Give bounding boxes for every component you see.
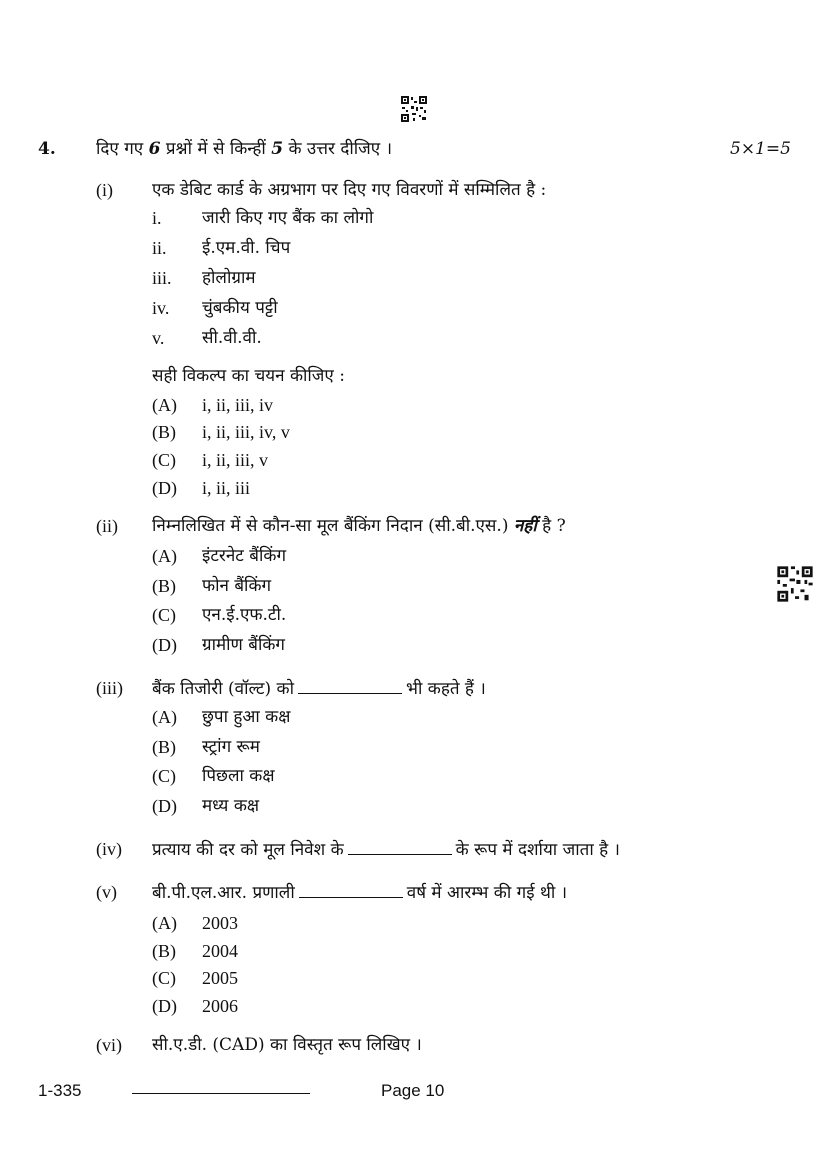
question-instruction bbox=[96, 138, 392, 160]
option-key: (A) bbox=[152, 395, 177, 415]
list-item-key: iv. bbox=[152, 298, 170, 318]
list-item-key: iii. bbox=[152, 268, 172, 288]
stem-text: है ? bbox=[536, 516, 566, 536]
option-key: (C) bbox=[152, 605, 176, 625]
instruction-text-2: प्रश्नों में से किन्हीं bbox=[160, 139, 272, 159]
part-stem bbox=[152, 515, 566, 537]
page-number: Page 10 bbox=[381, 1081, 445, 1100]
option-key: (B) bbox=[152, 576, 176, 596]
option-key: (B) bbox=[152, 422, 176, 442]
list-item-key: v. bbox=[152, 328, 165, 348]
option-text: 2006 bbox=[202, 996, 238, 1016]
part-label: (i) bbox=[96, 180, 113, 200]
instruction-count-2: 5 bbox=[271, 139, 284, 159]
option-text: i, ii, iii, iv, v bbox=[202, 422, 290, 442]
option-text: 2004 bbox=[202, 941, 238, 961]
option-text: i, ii, iii, v bbox=[202, 450, 269, 470]
part-stem bbox=[152, 838, 620, 861]
instruction-text-3: के उत्तर दीजिए । bbox=[283, 139, 393, 159]
option-key: (C) bbox=[152, 968, 176, 988]
fill-blank bbox=[348, 838, 452, 855]
option-key: (A) bbox=[152, 707, 177, 727]
stem-text: बैंक तिजोरी (वॉल्ट) को bbox=[152, 679, 294, 699]
part-label: (iii) bbox=[96, 678, 123, 698]
question-number: 4. bbox=[38, 139, 56, 159]
part-stem bbox=[152, 677, 486, 700]
part-label: (v) bbox=[96, 882, 117, 902]
option-text: i, ii, iii, iv bbox=[202, 395, 274, 415]
stem-text: निम्नलिखित में से कौन-सा मूल बैंकिंग निदान (सी.बी.एस.) bbox=[152, 516, 514, 536]
fill-blank bbox=[298, 677, 402, 694]
list-item-text: जारी किए गए बैंक का लोगो bbox=[202, 208, 374, 228]
option-key: (B) bbox=[152, 737, 176, 757]
option-text: एन.ई.एफ.टी. bbox=[202, 605, 287, 625]
stem-emphasis: नहीं bbox=[513, 516, 537, 536]
qr-code-side-icon bbox=[776, 565, 814, 603]
option-text: मध्य कक्ष bbox=[202, 796, 260, 816]
option-text: पिछला कक्ष bbox=[202, 766, 275, 786]
list-item-text: होलोग्राम bbox=[202, 268, 256, 288]
instruction-count-1: 6 bbox=[148, 139, 161, 159]
stem-text: के रूप में दर्शाया जाता है । bbox=[455, 840, 620, 860]
part-label: (vi) bbox=[96, 1035, 122, 1055]
paper-code: 1-335 bbox=[38, 1081, 82, 1100]
option-key: (D) bbox=[152, 635, 177, 655]
option-text: फोन बैंकिंग bbox=[202, 576, 272, 596]
stem-text: प्रत्याय की दर को मूल निवेश के bbox=[152, 840, 344, 860]
list-item-text: चुंबकीय पट्टी bbox=[202, 298, 278, 318]
option-text: इंटरनेट बैंकिंग bbox=[202, 546, 287, 566]
option-text: 2005 bbox=[202, 968, 238, 988]
marks-allocation: 5×1=5 bbox=[730, 139, 791, 159]
option-key: (C) bbox=[152, 450, 176, 470]
list-item-key: i. bbox=[152, 208, 162, 228]
option-key: (D) bbox=[152, 796, 177, 816]
stem-text: वर्ष में आरम्भ की गई थी । bbox=[406, 883, 568, 903]
list-item-text: ई.एम.वी. चिप bbox=[202, 238, 291, 258]
option-key: (D) bbox=[152, 996, 177, 1016]
option-key: (A) bbox=[152, 546, 177, 566]
option-text: ग्रामीण बैंकिंग bbox=[202, 635, 285, 655]
stem-text: बी.पी.एल.आर. प्रणाली bbox=[152, 883, 295, 903]
part-label: (ii) bbox=[96, 516, 118, 536]
list-item-key: ii. bbox=[152, 238, 167, 258]
option-text: 2003 bbox=[202, 913, 238, 933]
fill-blank bbox=[299, 881, 403, 898]
part-stem: एक डेबिट कार्ड के अग्रभाग पर दिए गए विवरणों में सम्मिलित है : bbox=[152, 180, 547, 200]
option-key: (C) bbox=[152, 766, 176, 786]
option-text: i, ii, iii bbox=[202, 478, 251, 498]
option-text: छुपा हुआ कक्ष bbox=[202, 707, 291, 727]
option-key: (B) bbox=[152, 941, 176, 961]
qr-code-top-icon bbox=[400, 95, 428, 123]
part-label: (iv) bbox=[96, 839, 122, 859]
instruction-text-1: दिए गए bbox=[96, 139, 149, 159]
part-stem bbox=[152, 881, 567, 904]
option-key: (A) bbox=[152, 913, 177, 933]
option-text: स्ट्रांग रूम bbox=[202, 737, 260, 757]
part-stem: सी.ए.डी. (CAD) का विस्तृत रूप लिखिए । bbox=[152, 1035, 422, 1055]
choose-instruction: सही विकल्प का चयन कीजिए : bbox=[152, 366, 345, 386]
footer-divider bbox=[132, 1093, 310, 1094]
option-key: (D) bbox=[152, 478, 177, 498]
stem-text: भी कहते हैं । bbox=[406, 679, 486, 699]
list-item-text: सी.वी.वी. bbox=[202, 328, 262, 348]
